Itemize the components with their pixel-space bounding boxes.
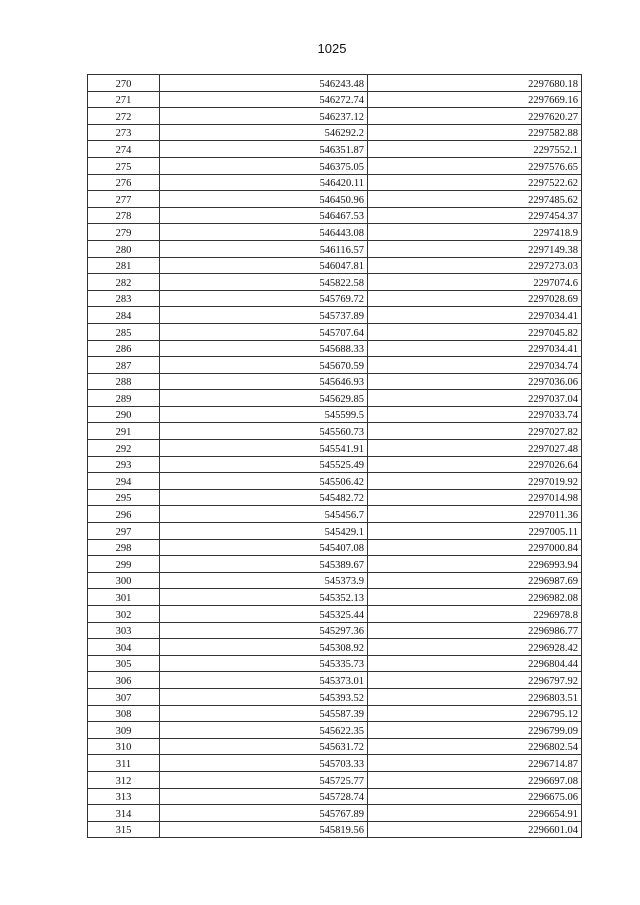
y-coordinate-cell: 2297418.9 bbox=[368, 224, 582, 241]
x-coordinate-cell: 545631.72 bbox=[160, 738, 368, 755]
table-row bbox=[88, 655, 582, 672]
table-row bbox=[88, 373, 582, 390]
table-row bbox=[88, 357, 582, 374]
x-coordinate-cell: 546237.12 bbox=[160, 108, 368, 125]
table-row bbox=[88, 821, 582, 838]
table-row bbox=[88, 340, 582, 357]
point-number-cell: 299 bbox=[88, 556, 160, 573]
y-coordinate-cell: 2296987.69 bbox=[368, 572, 582, 589]
table-row bbox=[88, 788, 582, 805]
point-number-cell: 275 bbox=[88, 157, 160, 174]
point-number-cell: 286 bbox=[88, 340, 160, 357]
point-number-cell: 312 bbox=[88, 771, 160, 788]
x-coordinate-cell: 545352.13 bbox=[160, 589, 368, 606]
y-coordinate-cell: 2297037.04 bbox=[368, 390, 582, 407]
table-row bbox=[88, 91, 582, 108]
table-row bbox=[88, 423, 582, 440]
x-coordinate-cell: 545525.49 bbox=[160, 456, 368, 473]
table-row bbox=[88, 390, 582, 407]
x-coordinate-cell: 545822.58 bbox=[160, 274, 368, 291]
x-coordinate-cell: 545587.39 bbox=[160, 705, 368, 722]
table-row bbox=[88, 257, 582, 274]
x-coordinate-cell: 545308.92 bbox=[160, 639, 368, 656]
y-coordinate-cell: 2296795.12 bbox=[368, 705, 582, 722]
table-row bbox=[88, 191, 582, 208]
y-coordinate-cell: 2297552.1 bbox=[368, 141, 582, 158]
point-number-cell: 280 bbox=[88, 240, 160, 257]
y-coordinate-cell: 2297680.18 bbox=[368, 75, 582, 92]
point-number-cell: 309 bbox=[88, 722, 160, 739]
y-coordinate-cell: 2297074.6 bbox=[368, 274, 582, 291]
x-coordinate-cell: 546243.48 bbox=[160, 75, 368, 92]
point-number-cell: 295 bbox=[88, 489, 160, 506]
coordinates-table bbox=[87, 74, 582, 838]
table-row bbox=[88, 473, 582, 490]
point-number-cell: 302 bbox=[88, 606, 160, 623]
y-coordinate-cell: 2296978.8 bbox=[368, 606, 582, 623]
x-coordinate-cell: 545393.52 bbox=[160, 688, 368, 705]
y-coordinate-cell: 2296982.08 bbox=[368, 589, 582, 606]
x-coordinate-cell: 545389.67 bbox=[160, 556, 368, 573]
table-row bbox=[88, 506, 582, 523]
point-number-cell: 271 bbox=[88, 91, 160, 108]
point-number-cell: 311 bbox=[88, 755, 160, 772]
x-coordinate-cell: 545456.7 bbox=[160, 506, 368, 523]
y-coordinate-cell: 2297033.74 bbox=[368, 406, 582, 423]
x-coordinate-cell: 545407.08 bbox=[160, 539, 368, 556]
table-row bbox=[88, 622, 582, 639]
point-number-cell: 287 bbox=[88, 357, 160, 374]
point-number-cell: 296 bbox=[88, 506, 160, 523]
x-coordinate-cell: 546047.81 bbox=[160, 257, 368, 274]
x-coordinate-cell: 545819.56 bbox=[160, 821, 368, 838]
y-coordinate-cell: 2296804.44 bbox=[368, 655, 582, 672]
point-number-cell: 291 bbox=[88, 423, 160, 440]
point-number-cell: 310 bbox=[88, 738, 160, 755]
x-coordinate-cell: 545629.85 bbox=[160, 390, 368, 407]
table-row bbox=[88, 456, 582, 473]
point-number-cell: 288 bbox=[88, 373, 160, 390]
y-coordinate-cell: 2296654.91 bbox=[368, 805, 582, 822]
table-row bbox=[88, 124, 582, 141]
x-coordinate-cell: 545622.35 bbox=[160, 722, 368, 739]
table-row bbox=[88, 75, 582, 92]
table-row bbox=[88, 323, 582, 340]
x-coordinate-cell: 545728.74 bbox=[160, 788, 368, 805]
table-row bbox=[88, 307, 582, 324]
y-coordinate-cell: 2297034.41 bbox=[368, 307, 582, 324]
y-coordinate-cell: 2297045.82 bbox=[368, 323, 582, 340]
point-number-cell: 292 bbox=[88, 440, 160, 457]
point-number-cell: 289 bbox=[88, 390, 160, 407]
x-coordinate-cell: 545482.72 bbox=[160, 489, 368, 506]
table-row bbox=[88, 688, 582, 705]
table-row bbox=[88, 489, 582, 506]
y-coordinate-cell: 2296802.54 bbox=[368, 738, 582, 755]
point-number-cell: 303 bbox=[88, 622, 160, 639]
point-number-cell: 282 bbox=[88, 274, 160, 291]
table-row bbox=[88, 672, 582, 689]
point-number-cell: 279 bbox=[88, 224, 160, 241]
y-coordinate-cell: 2297019.92 bbox=[368, 473, 582, 490]
point-number-cell: 301 bbox=[88, 589, 160, 606]
table-row bbox=[88, 705, 582, 722]
point-number-cell: 270 bbox=[88, 75, 160, 92]
y-coordinate-cell: 2296714.87 bbox=[368, 755, 582, 772]
x-coordinate-cell: 545703.33 bbox=[160, 755, 368, 772]
point-number-cell: 290 bbox=[88, 406, 160, 423]
x-coordinate-cell: 546272.74 bbox=[160, 91, 368, 108]
point-number-cell: 306 bbox=[88, 672, 160, 689]
table-row bbox=[88, 240, 582, 257]
point-number-cell: 276 bbox=[88, 174, 160, 191]
y-coordinate-cell: 2296797.92 bbox=[368, 672, 582, 689]
x-coordinate-cell: 545599.5 bbox=[160, 406, 368, 423]
y-coordinate-cell: 2296799.09 bbox=[368, 722, 582, 739]
y-coordinate-cell: 2297011.36 bbox=[368, 506, 582, 523]
x-coordinate-cell: 545325.44 bbox=[160, 606, 368, 623]
y-coordinate-cell: 2297000.84 bbox=[368, 539, 582, 556]
table-row bbox=[88, 174, 582, 191]
x-coordinate-cell: 545670.59 bbox=[160, 357, 368, 374]
point-number-cell: 285 bbox=[88, 323, 160, 340]
x-coordinate-cell: 545707.64 bbox=[160, 323, 368, 340]
x-coordinate-cell: 546351.87 bbox=[160, 141, 368, 158]
table-row bbox=[88, 157, 582, 174]
y-coordinate-cell: 2297273.03 bbox=[368, 257, 582, 274]
y-coordinate-cell: 2297005.11 bbox=[368, 523, 582, 540]
y-coordinate-cell: 2297149.38 bbox=[368, 240, 582, 257]
x-coordinate-cell: 545688.33 bbox=[160, 340, 368, 357]
point-number-cell: 314 bbox=[88, 805, 160, 822]
x-coordinate-cell: 545725.77 bbox=[160, 771, 368, 788]
point-number-cell: 308 bbox=[88, 705, 160, 722]
table-row bbox=[88, 523, 582, 540]
point-number-cell: 273 bbox=[88, 124, 160, 141]
y-coordinate-cell: 2297454.37 bbox=[368, 207, 582, 224]
table-row bbox=[88, 440, 582, 457]
y-coordinate-cell: 2296675.06 bbox=[368, 788, 582, 805]
y-coordinate-cell: 2297028.69 bbox=[368, 290, 582, 307]
x-coordinate-cell: 545560.73 bbox=[160, 423, 368, 440]
y-coordinate-cell: 2297036.06 bbox=[368, 373, 582, 390]
y-coordinate-cell: 2297669.16 bbox=[368, 91, 582, 108]
x-coordinate-cell: 546467.53 bbox=[160, 207, 368, 224]
x-coordinate-cell: 545429.1 bbox=[160, 523, 368, 540]
point-number-cell: 294 bbox=[88, 473, 160, 490]
y-coordinate-cell: 2297620.27 bbox=[368, 108, 582, 125]
x-coordinate-cell: 545646.93 bbox=[160, 373, 368, 390]
x-coordinate-cell: 546450.96 bbox=[160, 191, 368, 208]
table-row bbox=[88, 274, 582, 291]
table-row bbox=[88, 406, 582, 423]
table-row bbox=[88, 207, 582, 224]
point-number-cell: 284 bbox=[88, 307, 160, 324]
table-row bbox=[88, 771, 582, 788]
table-row bbox=[88, 738, 582, 755]
y-coordinate-cell: 2296928.42 bbox=[368, 639, 582, 656]
point-number-cell: 315 bbox=[88, 821, 160, 838]
y-coordinate-cell: 2297034.41 bbox=[368, 340, 582, 357]
point-number-cell: 313 bbox=[88, 788, 160, 805]
table-row bbox=[88, 606, 582, 623]
y-coordinate-cell: 2297026.64 bbox=[368, 456, 582, 473]
x-coordinate-cell: 545373.9 bbox=[160, 572, 368, 589]
y-coordinate-cell: 2296697.08 bbox=[368, 771, 582, 788]
y-coordinate-cell: 2297582.88 bbox=[368, 124, 582, 141]
point-number-cell: 272 bbox=[88, 108, 160, 125]
table-row bbox=[88, 722, 582, 739]
table-row bbox=[88, 755, 582, 772]
table-row bbox=[88, 572, 582, 589]
y-coordinate-cell: 2297485.62 bbox=[368, 191, 582, 208]
x-coordinate-cell: 545737.89 bbox=[160, 307, 368, 324]
y-coordinate-cell: 2297576.65 bbox=[368, 157, 582, 174]
table-row bbox=[88, 224, 582, 241]
x-coordinate-cell: 545373.01 bbox=[160, 672, 368, 689]
y-coordinate-cell: 2297522.62 bbox=[368, 174, 582, 191]
table-row bbox=[88, 556, 582, 573]
point-number-cell: 307 bbox=[88, 688, 160, 705]
x-coordinate-cell: 545541.91 bbox=[160, 440, 368, 457]
point-number-cell: 293 bbox=[88, 456, 160, 473]
point-number-cell: 277 bbox=[88, 191, 160, 208]
x-coordinate-cell: 546375.05 bbox=[160, 157, 368, 174]
point-number-cell: 281 bbox=[88, 257, 160, 274]
y-coordinate-cell: 2297027.48 bbox=[368, 440, 582, 457]
point-number-cell: 274 bbox=[88, 141, 160, 158]
point-number-cell: 300 bbox=[88, 572, 160, 589]
y-coordinate-cell: 2296986.77 bbox=[368, 622, 582, 639]
table-row bbox=[88, 108, 582, 125]
table-row bbox=[88, 539, 582, 556]
y-coordinate-cell: 2296601.04 bbox=[368, 821, 582, 838]
point-number-cell: 283 bbox=[88, 290, 160, 307]
y-coordinate-cell: 2296803.51 bbox=[368, 688, 582, 705]
x-coordinate-cell: 546420.11 bbox=[160, 174, 368, 191]
x-coordinate-cell: 545506.42 bbox=[160, 473, 368, 490]
point-number-cell: 298 bbox=[88, 539, 160, 556]
y-coordinate-cell: 2297027.82 bbox=[368, 423, 582, 440]
point-number-cell: 304 bbox=[88, 639, 160, 656]
table-row bbox=[88, 589, 582, 606]
point-number-cell: 305 bbox=[88, 655, 160, 672]
coordinates-table-body bbox=[88, 75, 582, 838]
x-coordinate-cell: 545335.73 bbox=[160, 655, 368, 672]
x-coordinate-cell: 546443.08 bbox=[160, 224, 368, 241]
table-row bbox=[88, 639, 582, 656]
x-coordinate-cell: 545769.72 bbox=[160, 290, 368, 307]
x-coordinate-cell: 545297.36 bbox=[160, 622, 368, 639]
x-coordinate-cell: 545767.89 bbox=[160, 805, 368, 822]
table-row bbox=[88, 290, 582, 307]
table-row bbox=[88, 805, 582, 822]
point-number-cell: 297 bbox=[88, 523, 160, 540]
table-row bbox=[88, 141, 582, 158]
y-coordinate-cell: 2297034.74 bbox=[368, 357, 582, 374]
x-coordinate-cell: 546116.57 bbox=[160, 240, 368, 257]
y-coordinate-cell: 2297014.98 bbox=[368, 489, 582, 506]
page-number: 1025 bbox=[317, 41, 347, 56]
point-number-cell: 278 bbox=[88, 207, 160, 224]
x-coordinate-cell: 546292.2 bbox=[160, 124, 368, 141]
y-coordinate-cell: 2296993.94 bbox=[368, 556, 582, 573]
